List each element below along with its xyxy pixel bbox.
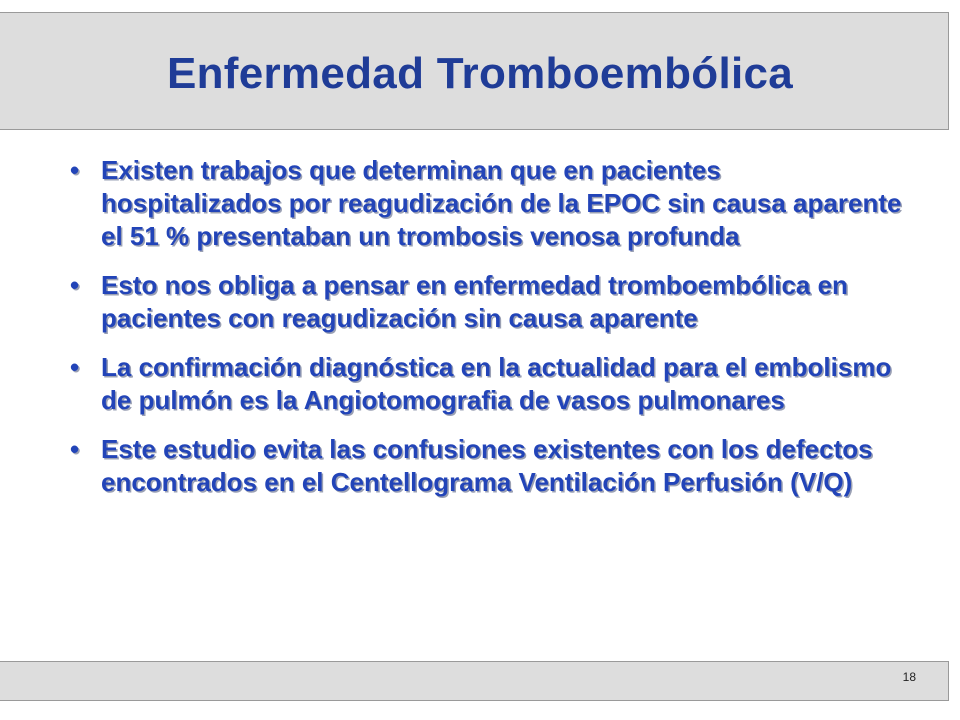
slide-title: Enfermedad Tromboembólica	[166, 49, 794, 98]
bullet-text: La confirmación diagnóstica en la actualidad para el embolismo de pulmón es la Angiotomografia de vasos pulmonares	[101, 352, 892, 415]
bullet-list	[66, 154, 906, 515]
bullet-text: Esto nos obliga a pensar en enfermedad tromboembólica en pacientes con reagudización sin causa aparente	[101, 270, 848, 333]
bullet-text: Este estudio evita las confusiones existentes con los defectos encontrados en el Centellograma Ventilación Perfusión (V/Q)	[101, 434, 873, 497]
bullet-item	[66, 154, 906, 253]
bullet-item	[66, 351, 906, 417]
footer-band	[0, 661, 949, 701]
bullet-item	[66, 433, 906, 499]
bullet-icon: •	[70, 352, 80, 382]
bullet-icon: •	[70, 270, 80, 300]
bullet-item	[66, 269, 906, 335]
bullet-icon: •	[70, 434, 80, 464]
bullet-text: Existen trabajos que determinan que en pacientes hospitalizados por reagudización de la EPOC sin causa aparente el 51 % presentaban un trombosis venosa profunda	[101, 155, 902, 251]
bullet-icon: •	[70, 155, 80, 185]
page-number: 18	[902, 670, 916, 684]
